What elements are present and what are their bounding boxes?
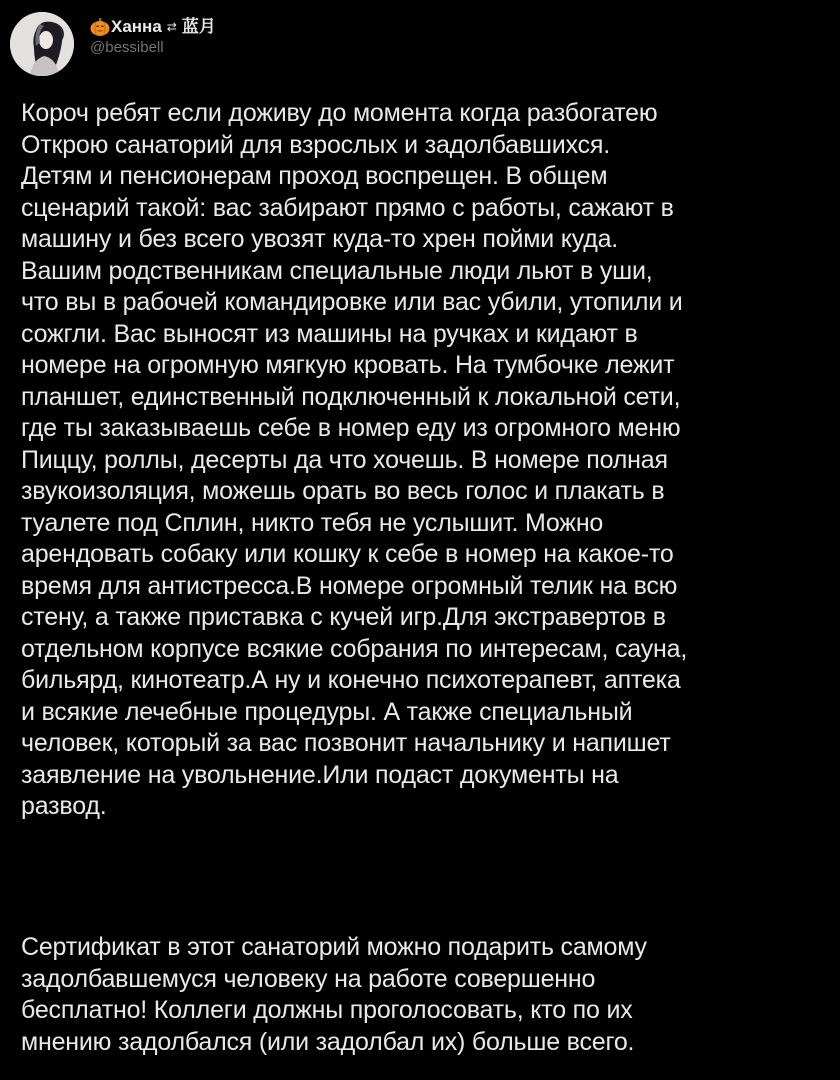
user-handle[interactable]: @bessibell [90, 39, 164, 56]
display-name-row[interactable] [90, 16, 216, 38]
tweet-text-paragraph-1: Короч ребят если доживу до момента когда разбогатею Открою санаторий для взрослых и задолбавшихся. Детям и пенсионерам проход воспрещен. В общем сценарий такой: вас забирают прямо с работы, сажают в машину и без всего увозят куда-то хрен пойми куда. Вашим родственникам специальные люди льют в уши, что вы в рабочей командировке или вас убили, утопили и сожгли. Вас выносят из машины на ручках и кидают в номере на огромную мягкую кровать. На тумбочке лежит планшет, единственный подключенный к локальной сети, где ты заказываешь себе в номер еду из огромного меню Пиццу, роллы, десерты да что хочешь. В номере полная звукоизоляция, можешь орать во весь голос и плакать в туалете под Сплин, никто тебя не услышит. Можно арендовать собаку или кошку к себе в номер на какое-то время для антистресса.В номере огромный телик на всю стену, а также приставка с кучей игр.Для экстравертов в отдельном корпусе всякие собрания по интересам, сауна, бильярд, кинотеатр.А ну и конечно психотерапевт, аптека и всякие лечебные процедуры. А также специальный человек, который за вас позвонит начальнику и напишет заявление на увольнение.Или подаст документы на развод. [21, 99, 688, 820]
pumpkin-icon [90, 18, 110, 36]
tweet-text-paragraph-2: Сертификат в этот санаторий можно подарить самому задолбавшемуся человеку на работе совершенно бесплатно! Коллеги должны проголосовать, кто по их мнению задолбался (или задолбал их) больше всего. [21, 933, 647, 1056]
avatar-image [10, 12, 74, 76]
avatar[interactable] [10, 12, 74, 76]
name-suffix: 蓝月 [181, 17, 216, 36]
link-icon: ⇄ [166, 20, 177, 34]
display-name: Ханна [111, 17, 162, 36]
tweet-header [10, 10, 216, 78]
user-info [90, 16, 216, 58]
